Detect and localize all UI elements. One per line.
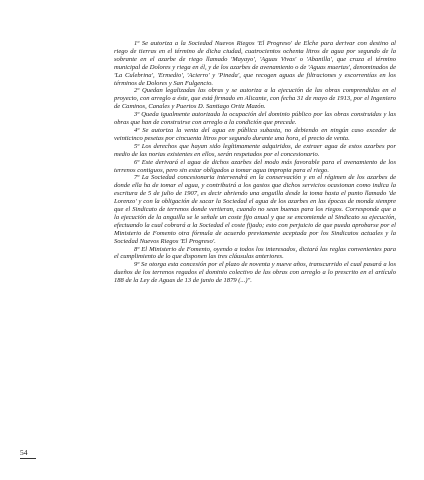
clause-6: 6º Este derivará el agua de dichos azarbes del modo más favorable para el avenamiento de los terrenos contiguos, pero sin estar obligados a tomar agua impropia para el riego. <box>114 158 396 174</box>
body-text <box>114 40 396 285</box>
page-number-rule <box>20 458 36 459</box>
clause-1: 1º Se autoriza a la Sociedad Nuevos Riegos 'El Progreso' de Elche para derivar con destino al riego de tierras en el término de dicha ciudad, cuatrocientos ochenta litros de agua por segundo de la sobrante en el azarbe de riego llamado 'Mayayo', 'Aguas Vivas' o 'Abanilla', que cruza el término municipal de Dolores y riega en él, y de los azarbes de avenamiento o de 'Aguas muertas', denominados de 'La Culebrina', 'Ermedio', 'Acierro' y 'Pineda', que recogen aguas de filtraciones y escorrentías en los términos de Dolores y San Fulgencio. <box>114 40 396 87</box>
clause-4: 4º Se autoriza la venta del agua en pública subasta, no debiendo en ningún caso exceder de veinticinco pesetas por cincuenta litros por segundo durante una hora, el precio de venta. <box>114 126 396 142</box>
clause-5: 5º Los derechos que hayan sido legítimamente adquiridos, de extraer agua de estos azarbes por medio de las norias existentes en ellos, serán respetados por el concesionario. <box>114 142 396 158</box>
clause-7: 7º La Sociedad concesionaria intervendrá en la conservación y en el régimen de los azarbes de donde ella ha de tomar el agua, y contribuirá a los gastos que dichos servicios ocasionan como indica la escritura de 5 de julio de 1907, es decir abriendo una anguilla desde la toma hasta el punto llamado 'de Lorenzo' y con la obligación de sacar la Sociedad el agua de los azarbes en las épocas de monda siempre que el Sindicato de terrenos donde vertieran, cuando no sean buenas para los riegos. Corresponde que a la ejecución de la anguilla se le señale un coste fijo anual y que se encomiende al Sindicato su ejecución, efectuando la cual cobrará a la Sociedad el coste fijado; esto con perjuicio de que pueda aprobarse por el Ministerio de Fomento otra fórmula de acuerdo previamente aceptada por los Sindicatos actuales y la Sociedad Nuevos Riegos 'El Progreso'. <box>114 174 396 245</box>
clause-3: 3º Queda igualmente autorizada la ocupación del dominio público por las obras construidas y las obras que han de construirse con arreglo a la condición que precede. <box>114 111 396 127</box>
clause-2: 2º Quedan legalizadas las obras y se autoriza a la ejecución de las obras comprendidas en el proyecto, con arreglo a éste, que está firmado en Alicante, con fecha 31 de mayo de 1913, por el Ingeniero de Caminos, Canales y Puertos D. Santiago Ortiz Mazón. <box>114 87 396 111</box>
clause-9: 9º Se otorga esta concesión por el plazo de noventa y nueve años, transcurrido el cual pasará a los dueños de los terrenos regados el dominio colectivo de las obras con arreglo a lo prescrito en el artículo 188 de la Ley de Aguas de 13 de junio de 1879 (...)". <box>114 261 396 285</box>
clause-8: 8º El Ministerio de Fomento, oyendo a todos los interesados, dictará las reglas convenientes para el cumplimiento de lo que disponen las tres cláusulas anteriores. <box>114 245 396 261</box>
page-number: 54 <box>20 448 28 457</box>
